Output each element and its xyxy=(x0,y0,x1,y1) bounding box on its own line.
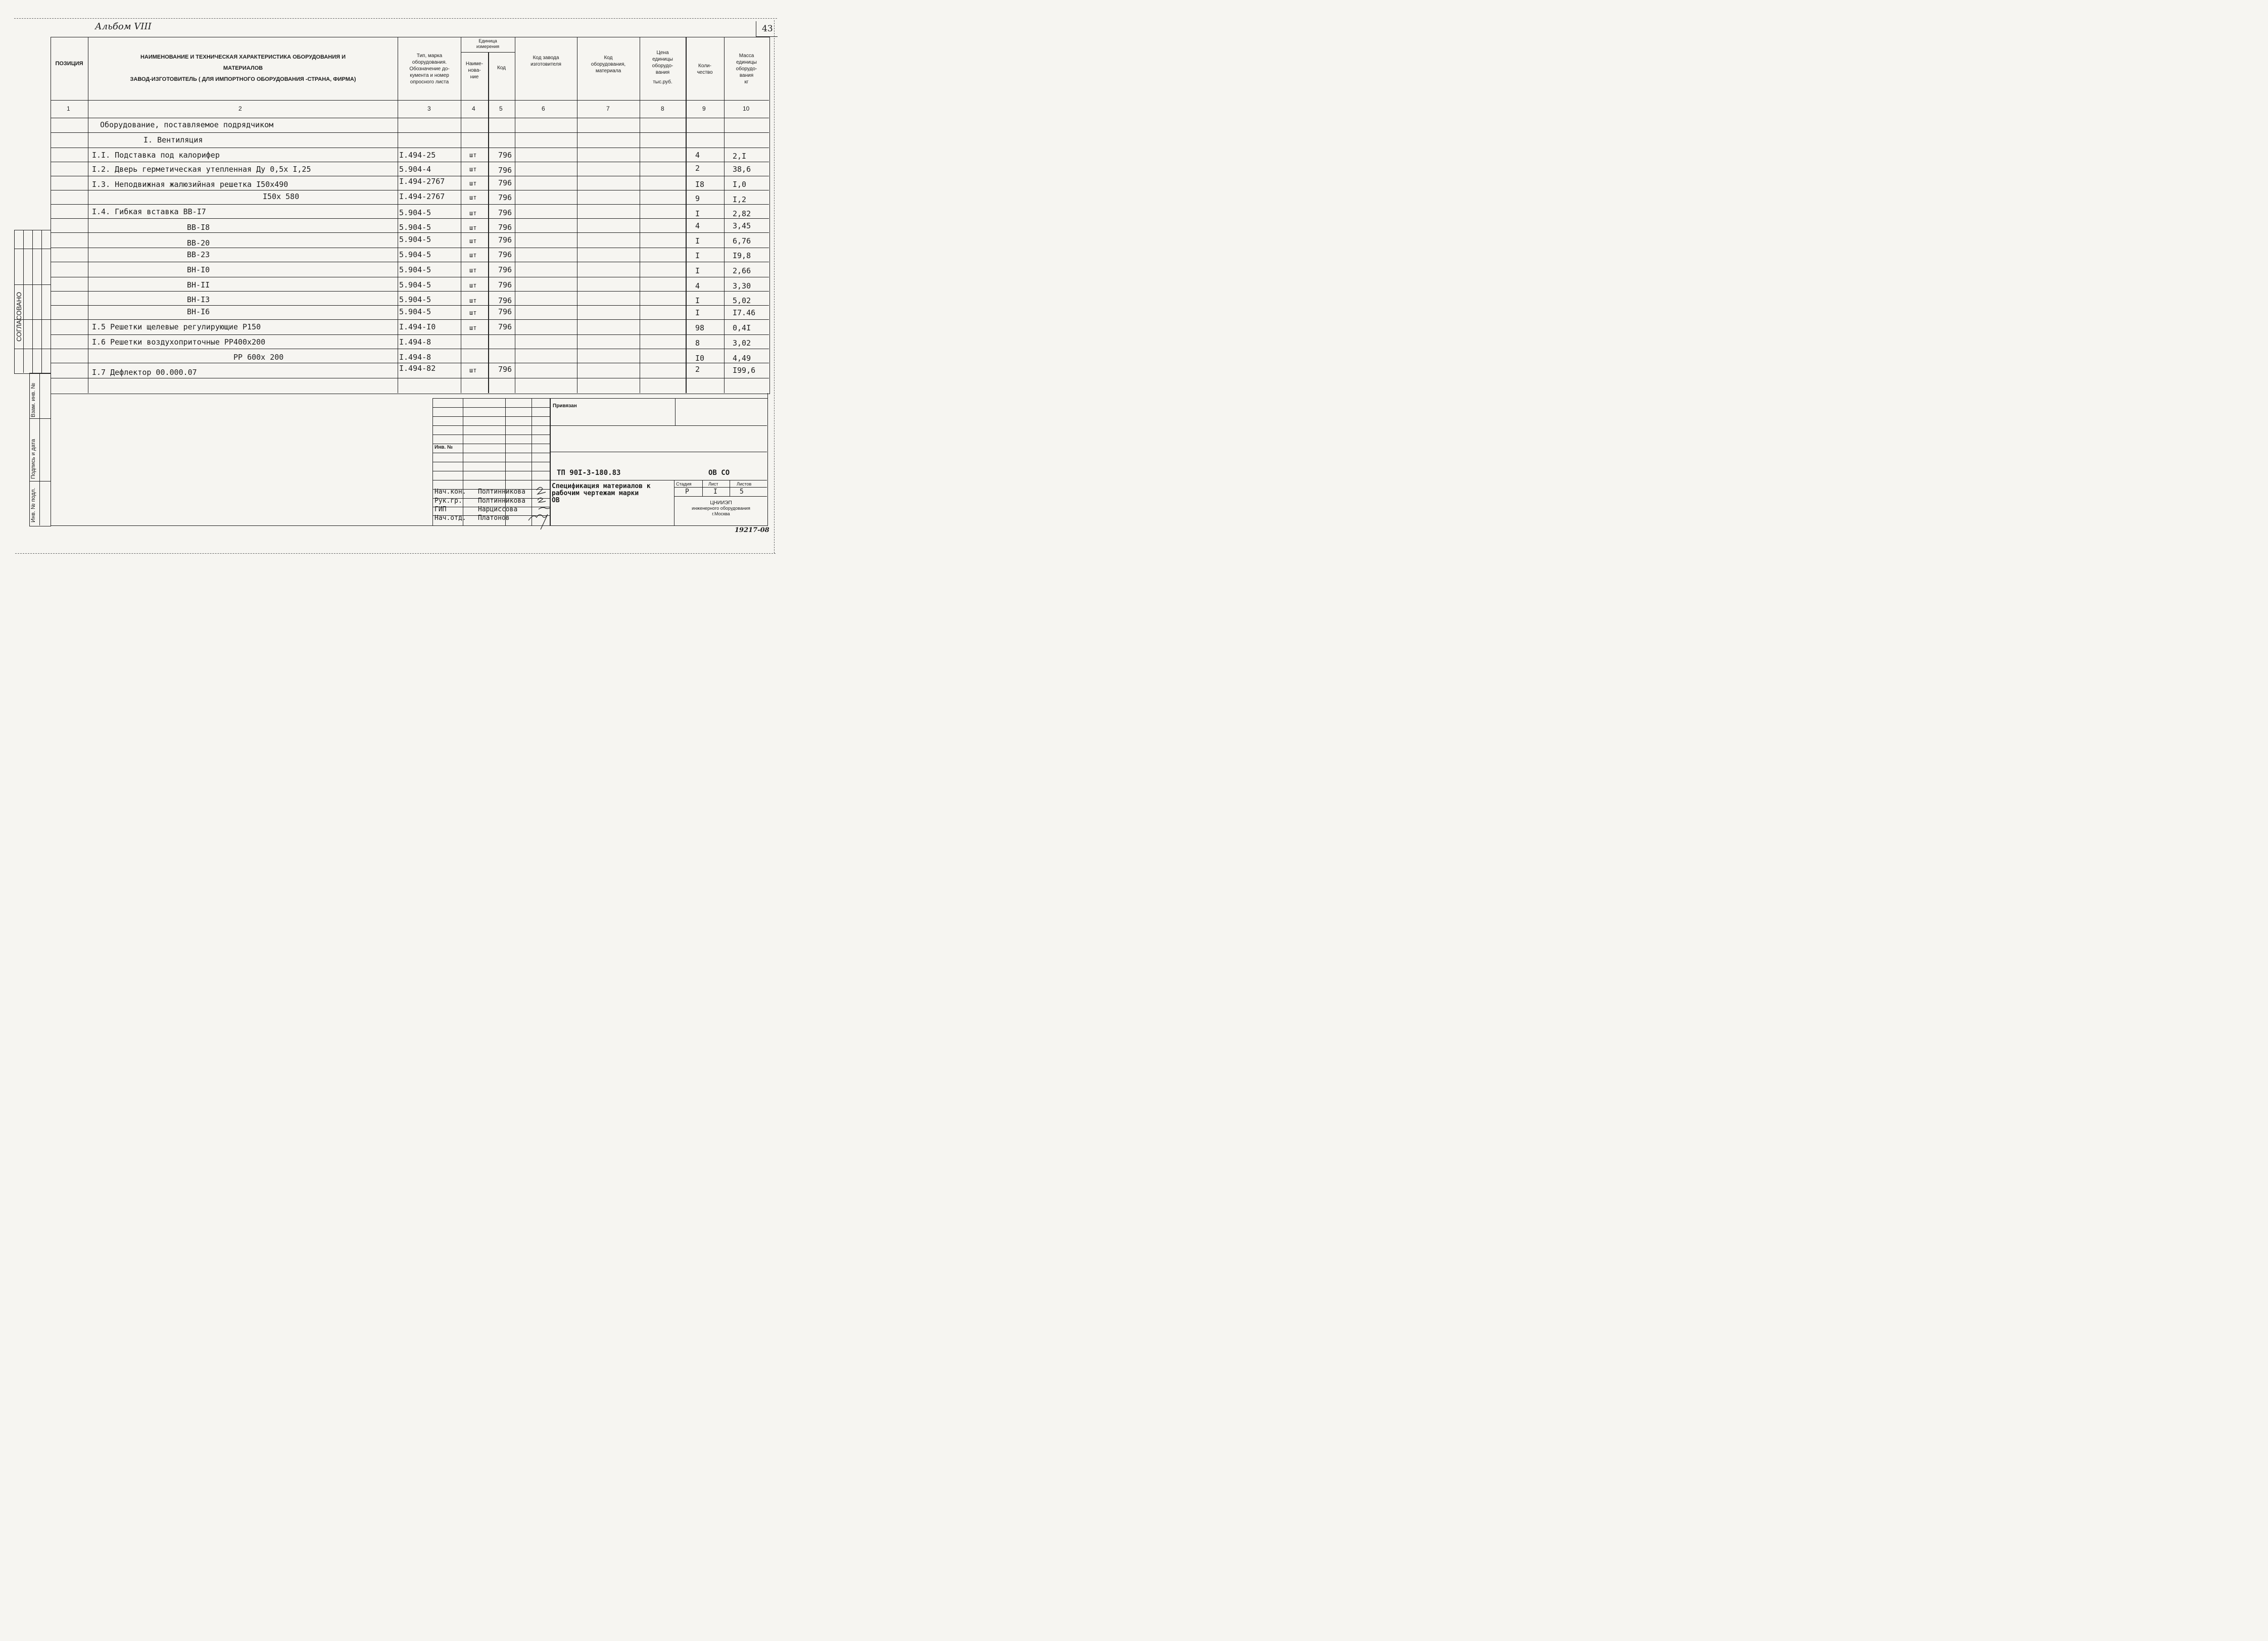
row-qty: I xyxy=(695,266,700,275)
header-equipment-code: Код оборудования, материала xyxy=(591,55,626,74)
header-type: Тип, марка оборудования. Обозначение до- кумента и номер опросного листа xyxy=(409,53,450,85)
row-type: 5.904-5 xyxy=(399,295,431,304)
staff-role: Нач.кон. xyxy=(435,488,466,496)
row-type: I.494-2767 xyxy=(399,177,445,186)
row-unit: шт xyxy=(469,309,477,316)
row-type: 5.904-5 xyxy=(399,250,431,259)
header-price: Цена единицы оборудо- вания тыс.руб. xyxy=(652,50,673,85)
row-name: РР 600х 200 xyxy=(233,353,284,362)
row-type: 5.904-5 xyxy=(399,235,431,244)
row-name: ВВ-20 xyxy=(187,238,210,248)
row-unit: шт xyxy=(469,224,477,231)
staff-name: Полтинникова xyxy=(478,497,525,505)
row-type: I.494-25 xyxy=(399,151,436,160)
row-type: I.494-8 xyxy=(399,337,431,347)
row-type: 5.904-5 xyxy=(399,223,431,232)
page-number: 43 xyxy=(762,24,773,34)
album-label: Альбом VIII xyxy=(95,21,152,32)
row-mass: I99,6 xyxy=(733,366,756,375)
row-mass: 38,6 xyxy=(733,165,751,174)
header-position: ПОЗИЦИЯ xyxy=(55,61,83,67)
header-name: НАИМЕНОВАНИЕ И ТЕХНИЧЕСКАЯ ХАРАКТЕРИСТИКА ОБОРУДОВАНИЯ И МАТЕРИАЛОВ ЗАВОД-ИЗГОТОВИТЕЛЬ ( ДЛЯ ИМПОРТНОГО ОБОРУДОВАНИЯ -СТРАНА, ФИРМА) xyxy=(130,54,356,82)
row-qty: 8 xyxy=(695,339,700,348)
row-mass: I,0 xyxy=(733,180,747,189)
row-qty: I xyxy=(695,308,700,317)
row-qty: 9 xyxy=(695,194,700,203)
row-code: 796 xyxy=(498,178,512,187)
row-code: 796 xyxy=(498,250,512,259)
row-code: 796 xyxy=(498,193,512,202)
row-qty: I xyxy=(695,236,700,246)
staff-role: ГИП xyxy=(435,506,447,513)
sheets-label: Листов xyxy=(737,481,752,487)
signature-mark xyxy=(539,507,551,509)
row-name: ВВ-23 xyxy=(187,250,210,259)
document-code: ТП 90I-3-180.83 xyxy=(557,469,621,477)
stage-value: Р xyxy=(685,488,689,496)
row-mass: 3,45 xyxy=(733,221,751,230)
row-type: 5.904-4 xyxy=(399,165,431,174)
signature-mark xyxy=(537,487,546,494)
row-unit: шт xyxy=(469,210,477,217)
row-qty: 98 xyxy=(695,323,705,332)
signature-date-label: Подпись и дата xyxy=(30,439,36,479)
row-code: 796 xyxy=(498,307,512,316)
row-name: I.6 Решетки воздухоприточные РР400х200 xyxy=(92,337,266,347)
column-number-row: 1 2 3 4 5 6 7 8 9 10 xyxy=(67,105,750,112)
row-type: 5.904-5 xyxy=(399,265,431,274)
trim-line-right xyxy=(774,20,775,553)
row-mass: 3,30 xyxy=(733,281,751,291)
row-code: 796 xyxy=(498,223,512,232)
staff-role: Рук.гр. xyxy=(435,497,462,505)
header-quantity: Коли- чество xyxy=(697,63,713,75)
row-unit: шт xyxy=(469,297,477,304)
sheet-value: I xyxy=(713,488,717,496)
row-name: ВН-II xyxy=(187,280,210,289)
row-mass: I7.46 xyxy=(733,308,756,317)
staff-role: Нач.отд. xyxy=(435,514,466,522)
row-name: I.2. Дверь герметическая утепленная Ду 0,5х I,25 xyxy=(92,165,311,174)
trim-line-top xyxy=(14,18,777,19)
row-name: ВВ-I8 xyxy=(187,223,210,232)
row-name: ВН-I0 xyxy=(187,265,210,274)
row-type: 5.904-5 xyxy=(399,280,431,289)
row-unit: шт xyxy=(469,367,477,374)
row-qty: 4 xyxy=(695,151,700,160)
row-name: ВН-I6 xyxy=(187,307,210,316)
document-title: Спецификация материалов к рабочим чертежам марки ОВ xyxy=(552,482,651,504)
row-type: I.494-I0 xyxy=(399,322,436,331)
staff-name: Платонов xyxy=(478,514,510,522)
inventory-number-label: Инв. № xyxy=(435,445,453,450)
row-name: I. Вентиляция xyxy=(143,135,203,144)
row-mass: 3,02 xyxy=(733,339,751,348)
row-name: Оборудование, поставляемое подрядчиком xyxy=(100,120,274,129)
row-unit: шт xyxy=(469,180,477,187)
row-type: 5.904-5 xyxy=(399,208,431,217)
row-qty: 2 xyxy=(695,164,700,173)
row-mass: I,2 xyxy=(733,195,747,204)
sheets-value: 5 xyxy=(740,488,744,496)
row-code: 796 xyxy=(498,365,512,374)
row-mass: 5,02 xyxy=(733,296,751,305)
row-unit: шт xyxy=(469,152,477,159)
archive-stamp: 19217-08 xyxy=(735,526,769,534)
row-unit: шт xyxy=(469,267,477,274)
row-unit: шт xyxy=(469,252,477,259)
header-unit-group: Единица измерения xyxy=(476,38,500,49)
header-mass: Масса единицы оборудо- вания кг xyxy=(736,53,757,85)
row-qty: I xyxy=(695,251,700,260)
row-code: 796 xyxy=(498,235,512,245)
row-qty: I8 xyxy=(695,180,705,189)
row-code: 796 xyxy=(498,151,512,160)
row-name: I.I. Подставка под калорифер xyxy=(92,151,220,160)
sheet-label: Лист xyxy=(708,481,718,487)
row-qty: I0 xyxy=(695,354,705,363)
row-name: I50х 580 xyxy=(263,192,300,201)
original-inventory-label: Инв. № подл. xyxy=(30,488,36,522)
row-qty: I xyxy=(695,296,700,305)
row-mass: 0,4I xyxy=(733,323,751,332)
row-name: I.7 Дефлектор 00.000.07 xyxy=(92,368,197,377)
row-code: 796 xyxy=(498,265,512,274)
row-name: ВН-I3 xyxy=(187,295,210,304)
row-type: 5.904-5 xyxy=(399,307,431,316)
row-mass: 4,49 xyxy=(733,354,751,363)
agreed-label: СОГЛАСОВАНО xyxy=(15,292,23,342)
trim-line-bottom xyxy=(15,553,776,554)
row-qty: 4 xyxy=(695,281,700,291)
signature-mark xyxy=(538,498,546,502)
row-mass: 2,82 xyxy=(733,209,751,218)
row-code: 796 xyxy=(498,166,512,175)
header-factory-code: Код завода изготовителя xyxy=(530,55,561,67)
row-unit: шт xyxy=(469,194,477,201)
row-code: 796 xyxy=(498,208,512,217)
row-code: 796 xyxy=(498,296,512,305)
row-type: I.494-8 xyxy=(399,353,431,362)
row-type: I.494-82 xyxy=(399,364,436,373)
signature-mark xyxy=(528,514,548,529)
row-name: I.4. Гибкая вставка ВВ-I7 xyxy=(92,207,206,216)
document-mark: ОВ СО xyxy=(708,469,730,477)
header-unit-code: Код xyxy=(497,65,506,71)
row-qty: 4 xyxy=(695,221,700,230)
signature-marks xyxy=(525,483,556,532)
stage-label: Стадия xyxy=(676,481,692,487)
bound-to-label: Привязан xyxy=(553,403,577,409)
header-unit-name: Наиме- нова- ние xyxy=(465,61,484,80)
row-mass: I9,8 xyxy=(733,251,751,260)
row-qty: I xyxy=(695,209,700,218)
row-mass: 6,76 xyxy=(733,236,751,246)
row-unit: шт xyxy=(469,166,477,173)
replacement-inventory-label: Взам. инв. № xyxy=(30,382,36,417)
row-unit: шт xyxy=(469,282,477,289)
row-name: I.5 Решетки щелевые регулирующие Р150 xyxy=(92,322,261,331)
row-qty: 2 xyxy=(695,365,700,374)
row-unit: шт xyxy=(469,324,477,331)
row-unit: шт xyxy=(469,237,477,245)
row-type: I.494-2767 xyxy=(399,192,445,201)
row-code: 796 xyxy=(498,322,512,331)
staff-name: Нарциссова xyxy=(478,506,518,513)
row-mass: 2,I xyxy=(733,152,747,161)
row-mass: 2,66 xyxy=(733,266,751,275)
row-name: I.3. Неподвижная жалюзийная решетка I50х490 xyxy=(92,180,288,189)
organization: ЦНИИЭП инженерного оборудования г.Москва xyxy=(692,500,750,516)
row-code: 796 xyxy=(498,280,512,289)
staff-name: Полтинникова xyxy=(478,488,525,496)
